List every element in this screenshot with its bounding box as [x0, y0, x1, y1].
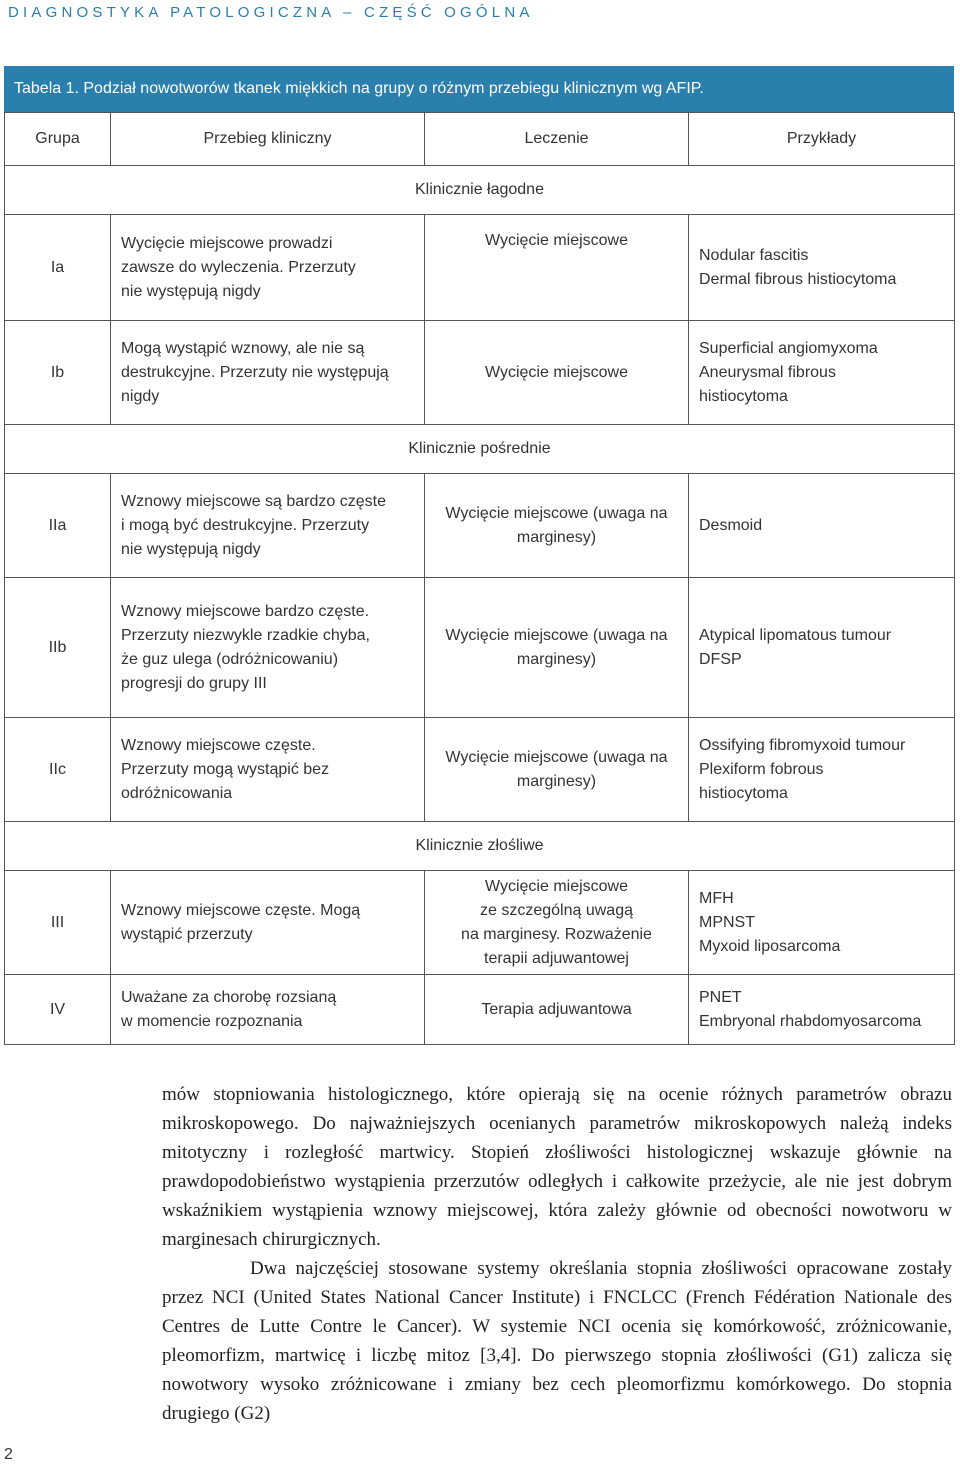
group-cell: Ib [5, 321, 111, 425]
cell-line: Wycięcie miejscowe [485, 363, 628, 381]
cell-line: Wznowy miejscowe częste. [121, 736, 316, 754]
column-header: Przebieg kliniczny [111, 113, 425, 166]
section-row [5, 166, 955, 215]
section-row [5, 822, 955, 871]
examples-cell [689, 718, 955, 822]
cell-line: Atypical lipomatous tumour [699, 626, 892, 644]
treatment-cell [425, 871, 689, 975]
course-cell [111, 321, 425, 425]
cell-line: Mogą wystąpić wznowy, ale nie są [121, 339, 365, 357]
section-title: Klinicznie złośliwe [5, 822, 955, 871]
cell-line: Wznowy miejscowe częste. Mogą [121, 901, 361, 919]
table-row [5, 321, 955, 425]
cell-line: Wycięcie miejscowe [485, 877, 628, 895]
section-title: Klinicznie łagodne [5, 166, 955, 215]
group-cell: IV [5, 975, 111, 1045]
examples-cell [689, 321, 955, 425]
cell-line: Superficial angiomyxoma [699, 339, 878, 357]
cell-line: Dermal fibrous histiocytoma [699, 270, 897, 288]
running-header: DIAGNOSTYKA PATOLOGICZNA – CZĘŚĆ OGÓLNA [8, 4, 534, 21]
treatment-cell [425, 718, 689, 822]
page-number: 2 [4, 1446, 13, 1463]
group-cell: III [5, 871, 111, 975]
treatment-cell [425, 215, 689, 321]
group-cell: IIc [5, 718, 111, 822]
cell-line: i mogą być destrukcyjne. Przerzuty [121, 516, 370, 534]
cell-line: Wycięcie miejscowe (uwaga na [445, 748, 668, 766]
column-header: Leczenie [425, 113, 689, 166]
course-cell [111, 578, 425, 718]
cell-line: Terapia adjuwantowa [481, 1000, 632, 1018]
cell-line: Desmoid [699, 516, 763, 534]
cell-line: MFH [699, 889, 734, 907]
article-body [162, 1080, 952, 1428]
cell-line: wystąpić przerzuty [121, 925, 253, 943]
section-title: Klinicznie pośrednie [5, 425, 955, 474]
cell-line: PNET [699, 988, 742, 1006]
examples-cell [689, 215, 955, 321]
treatment-cell [425, 321, 689, 425]
treatment-cell [425, 578, 689, 718]
cell-line: nigdy [121, 387, 160, 405]
cell-line: Myxoid liposarcoma [699, 937, 841, 955]
cell-line: w momencie rozpoznania [121, 1012, 303, 1030]
cell-line: Nodular fascitis [699, 246, 809, 264]
cell-line: Wznowy miejscowe są bardzo częste [121, 492, 386, 510]
group-cell: IIa [5, 474, 111, 578]
treatment-cell [425, 474, 689, 578]
body-paragraph: Dwa najczęściej stosowane systemy określania stopnia złośliwości opracowane zostały przez NCI (United States National Cancer Institute) i FNCLCC (French Fédération Nationale des Centres de Lutte Contre le Cancer). W systemie NCI ocenia się komórkowość, zróżnicowanie, pleomorfizm, martwicę i liczbę mitoz [3,4]. Do pierwszego stopnia złośliwości (G1) zalicza się nowotwory wysoko zróżnicowane i zmiany bez cech pleomorfizmu komórkowego. Do stopnia drugiego (G2) [162, 1258, 952, 1424]
cell-line: progresji do grupy III [121, 674, 267, 692]
cell-line: odróżnicowania [121, 784, 233, 802]
cell-line: Wycięcie miejscowe prowadzi [121, 234, 333, 252]
cell-line: ze szczególną uwagą [480, 901, 633, 919]
group-cell: Ia [5, 215, 111, 321]
body-paragraph: mów stopniowania histologicznego, które opierają się na ocenie różnych parametrów obrazu mikroskopowego. Do najważniejszych ocenianych parametrów mikroskopowych należą indeks mitotyczny i rozległość martwicy. Stopień złośliwości histologicznej wskazuje głównie na prawdopodobieństwo wystąpienia przerzutów odległych i całkowite przeżycie, ale nie jest dobrym wskaźnikiem wystąpienia wznowy miejscowej, która zależy głównie od obecności nowotworu w marginesach chirurgicznych. [162, 1084, 952, 1250]
table-row [5, 578, 955, 718]
cell-line: marginesy) [516, 528, 597, 546]
course-cell [111, 975, 425, 1045]
cell-line: MPNST [699, 913, 755, 931]
cell-line: Uważane za chorobę rozsianą [121, 988, 337, 1006]
cell-line: histiocytoma [699, 387, 788, 405]
examples-cell [689, 474, 955, 578]
cell-line: Embryonal rhabdomyosarcoma [699, 1012, 922, 1030]
cell-line: Wycięcie miejscowe (uwaga na [445, 504, 668, 522]
course-cell [111, 718, 425, 822]
examples-cell [689, 578, 955, 718]
group-cell: IIb [5, 578, 111, 718]
cell-line: Wycięcie miejscowe [485, 232, 628, 249]
cell-line: Ossifying fibromyxoid tumour [699, 736, 906, 754]
cell-line: Przerzuty mogą wystąpić bez [121, 760, 330, 778]
course-cell [111, 215, 425, 321]
section-row [5, 425, 955, 474]
table-row [5, 718, 955, 822]
cell-line: histiocytoma [699, 784, 788, 802]
cell-line: Przerzuty niezwykle rzadkie chyba, [121, 626, 370, 644]
cell-line: nie występują nigdy [121, 282, 261, 300]
table-row [5, 871, 955, 975]
cell-line: terapii adjuwantowej [484, 949, 629, 967]
table-row [5, 215, 955, 321]
cell-line: Aneurysmal fibrous [699, 363, 836, 381]
treatment-cell [425, 975, 689, 1045]
cell-line: destrukcyjne. Przerzuty nie występują [121, 363, 389, 381]
cell-line: zawsze do wyleczenia. Przerzuty [121, 258, 356, 276]
cell-line: DFSP [699, 650, 742, 668]
cell-line: nie występują nigdy [121, 540, 261, 558]
table-caption: Tabela 1. Podział nowotworów tkanek miękkich na grupy o różnym przebiegu klinicznym wg AFIP. [4, 66, 954, 112]
afip-classification-table [4, 112, 955, 1045]
cell-line: Plexiform fobrous [699, 760, 824, 778]
cell-line: że guz ulega (odróżnicowaniu) [121, 650, 339, 668]
cell-line: marginesy) [516, 772, 597, 790]
cell-line: na marginesy. Rozważenie [461, 925, 652, 943]
table-row [5, 474, 955, 578]
cell-line: Wznowy miejscowe bardzo częste. [121, 602, 370, 620]
course-cell [111, 871, 425, 975]
table-header-row [5, 113, 955, 166]
column-header: Grupa [5, 113, 111, 166]
cell-line: Wycięcie miejscowe (uwaga na [445, 626, 668, 644]
course-cell [111, 474, 425, 578]
examples-cell [689, 975, 955, 1045]
column-header: Przykłady [689, 113, 955, 166]
cell-line: marginesy) [516, 650, 597, 668]
examples-cell [689, 871, 955, 975]
table-row [5, 975, 955, 1045]
